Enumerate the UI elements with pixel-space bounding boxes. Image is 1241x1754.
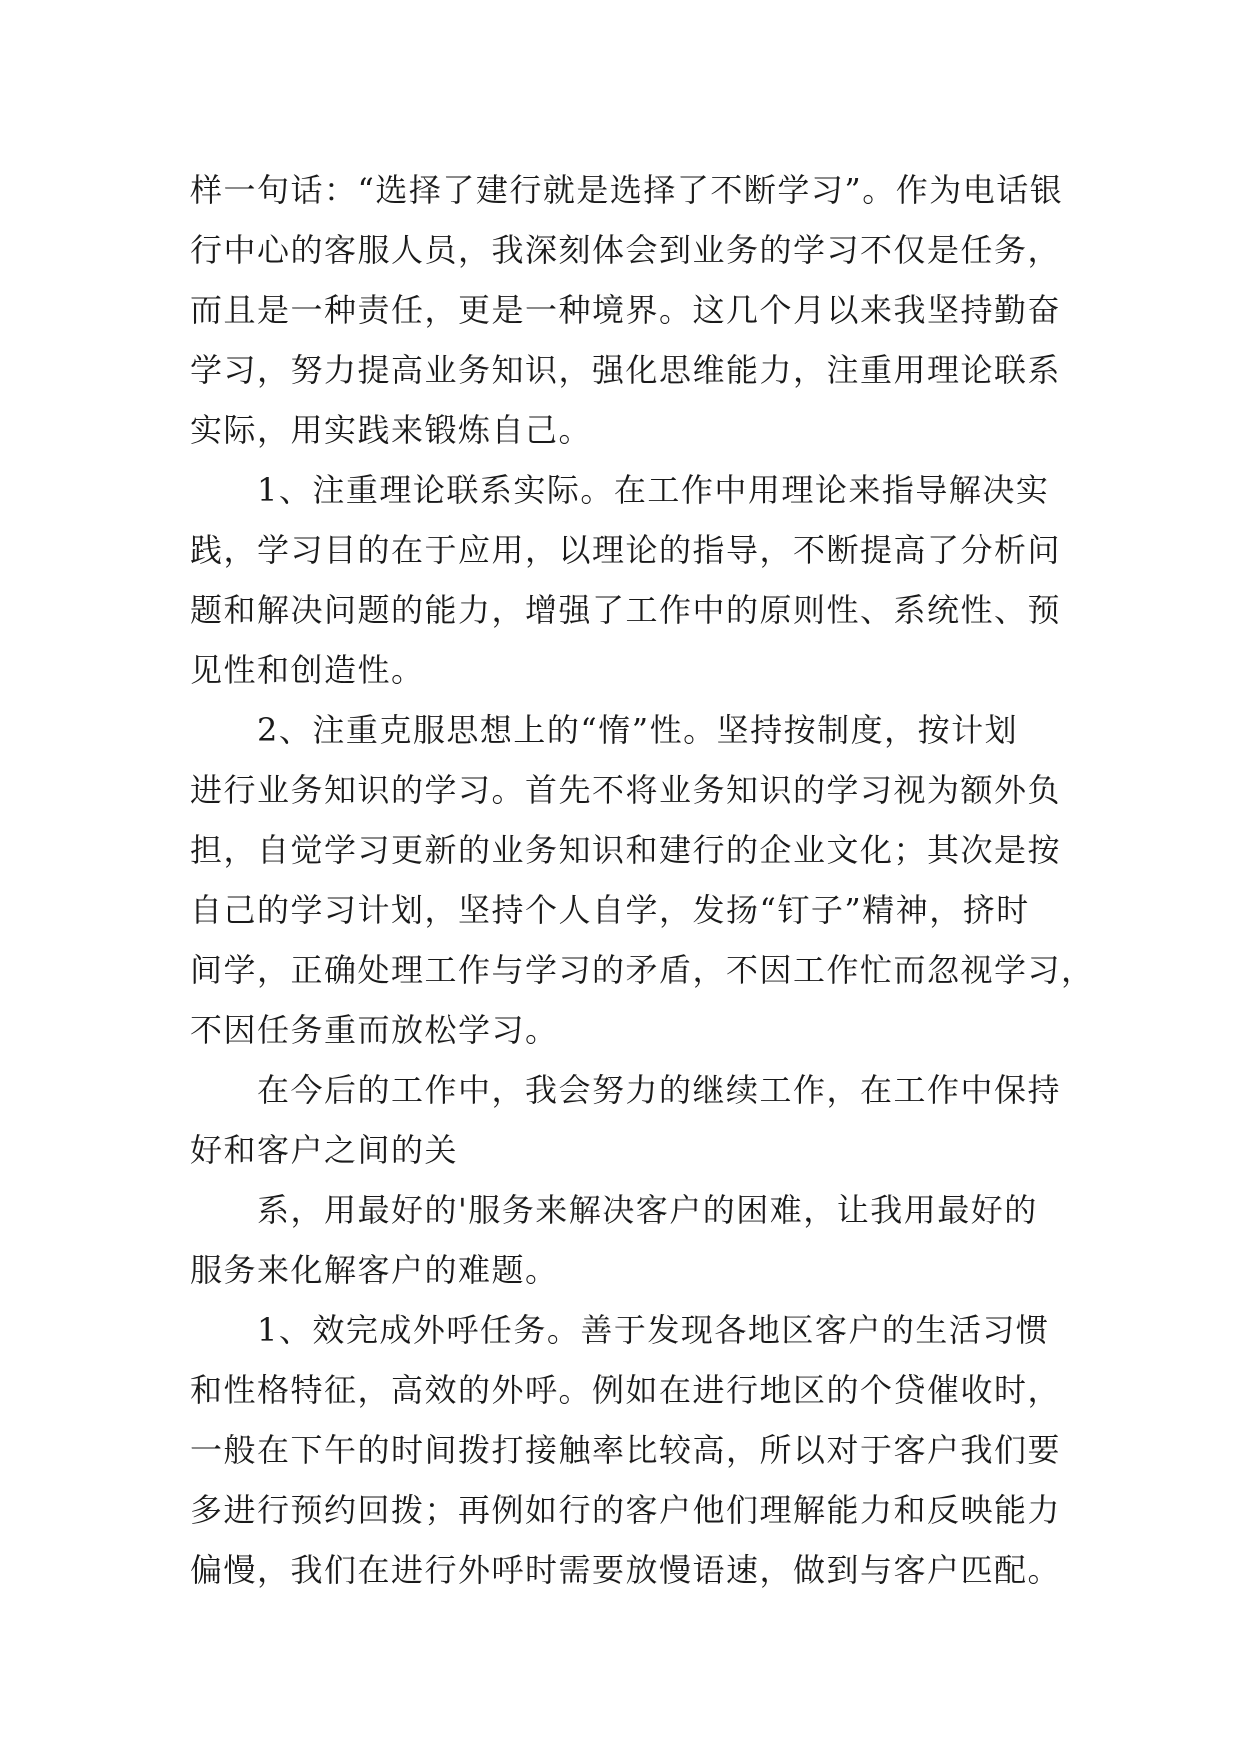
text-line: 一般在下午的时间拨打接触率比较高，所以对于客户我们要	[190, 1431, 1062, 1469]
text-line: 和性格特征，高效的外呼。例如在进行地区的个贷催收时，	[190, 1371, 1062, 1409]
document-body	[190, 160, 1095, 1600]
text-line: 1、效完成外呼任务。善于发现各地区客户的生活习惯	[190, 1311, 1050, 1349]
text-line: 践，学习目的在于应用，以理论的指导，不断提高了分析问	[190, 531, 1062, 569]
text-line: 系，用最好的'服务来解决客户的困难，让我用最好的	[190, 1191, 1038, 1229]
text-line: 自己的学习计划，坚持个人自学，发扬“钉子”精神，挤时	[190, 891, 1030, 929]
text-line: 偏慢，我们在进行外呼时需要放慢语速，做到与客户匹配。	[190, 1551, 1062, 1589]
text-line: 1、注重理论联系实际。在工作中用理论来指导解决实	[190, 471, 1050, 509]
text-line: 间学，正确处理工作与学习的矛盾，不因工作忙而忽视学习，	[190, 951, 1095, 989]
text-line: 而且是一种责任，更是一种境界。这几个月以来我坚持勤奋	[190, 291, 1062, 329]
text-line: 多进行预约回拨；再例如行的客户他们理解能力和反映能力	[190, 1491, 1062, 1529]
text-line: 见性和创造性。	[190, 651, 425, 689]
text-line: 题和解决问题的能力，增强了工作中的原则性、系统性、预	[190, 591, 1062, 629]
text-line: 好和客户之间的关	[190, 1131, 459, 1169]
text-line: 学习，努力提高业务知识，强化思维能力，注重用理论联系	[190, 351, 1062, 389]
text-line: 在今后的工作中，我会努力的继续工作，在工作中保持	[190, 1071, 1062, 1109]
text-line: 担，自觉学习更新的业务知识和建行的企业文化；其次是按	[190, 831, 1062, 869]
text-line: 不因任务重而放松学习。	[190, 1011, 559, 1049]
text-line: 行中心的客服人员，我深刻体会到业务的学习不仅是任务，	[190, 231, 1062, 269]
text-line: 进行业务知识的学习。首先不将业务知识的学习视为额外负	[190, 771, 1062, 809]
text-line: 样一句话：“选择了建行就是选择了不断学习”。作为电话银	[190, 171, 1064, 209]
text-line: 2、注重克服思想上的“惰”性。坚持按制度，按计划	[190, 711, 1019, 749]
text-line: 服务来化解客户的难题。	[190, 1251, 559, 1289]
text-line: 实际，用实践来锻炼自己。	[190, 411, 593, 449]
